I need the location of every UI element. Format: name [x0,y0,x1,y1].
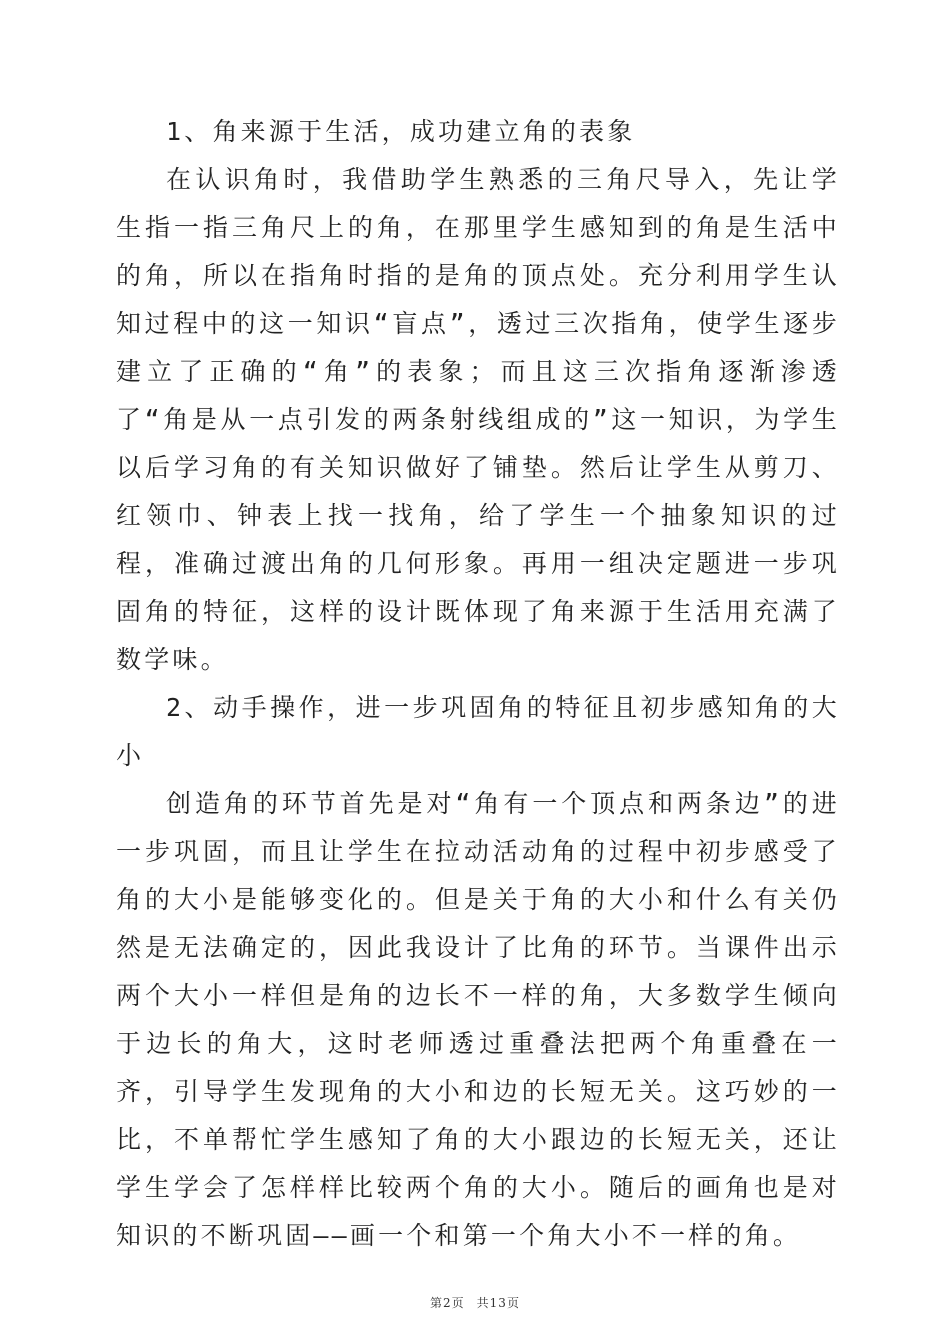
body-text [116,108,840,1260]
heading-1: 1、角来源于生活，成功建立角的表象 [166,117,636,146]
page-total: 共13页 [476,1296,520,1310]
page-number: 第2页 [430,1296,465,1310]
page-footer [0,1294,950,1311]
paragraph-1: 在认识角时，我借助学生熟悉的三角尺导入，先让学生指一指三角尺上的角，在那里学生感知到的角是生活中的角，所以在指角时指的是角的顶点处。充分利用学生认知过程中的这一知识“盲点”，透过三次指角，使学生逐步建立了正确的“角”的表象；而且这三次指角逐渐渗透了“角是从一点引发的两条射线组成的”这一知识，为学生以后学习角的有关知识做好了铺垫。然后让学生从剪刀、红领巾、钟表上找一找角，给了学生一个抽象知识的过程，准确过渡出角的几何形象。再用一组决定题进一步巩固角的特征，这样的设计既体现了角来源于生活用充满了数学味。 [116,165,840,674]
paragraph-2: 创造角的环节首先是对“角有一个顶点和两条边”的进一步巩固，而且让学生在拉动活动角的过程中初步感受了角的大小是能够变化的。但是关于角的大小和什么有关仍然是无法确定的，因此我设计了比角的环节。当课件出示两个大小一样但是角的边长不一样的角，大多数学生倾向于边长的角大，这时老师透过重叠法把两个角重叠在一齐，引导学生发现角的大小和边的长短无关。这巧妙的一比，不单帮忙学生感知了角的大小跟边的长短无关，还让学生学会了怎样样比较两个角的大小。随后的画角也是对知识的不断巩固——画一个和第一个角大小不一样的角。 [116,789,840,1250]
heading-2: 2、动手操作，进一步巩固角的特征且初步感知角的大小 [116,693,840,770]
